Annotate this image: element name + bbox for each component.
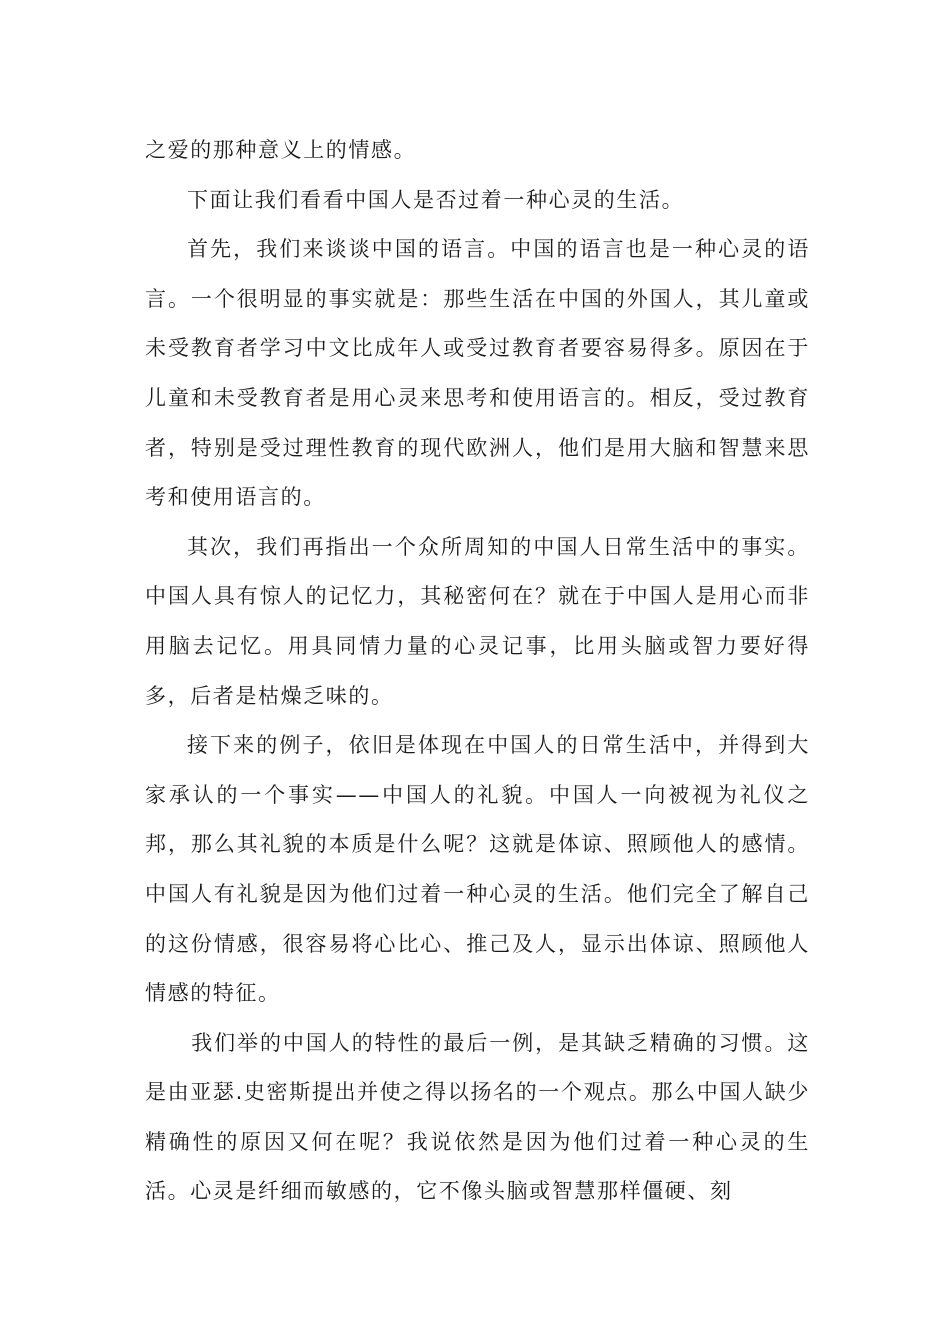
paragraph-memory: 其次，我们再指出一个众所周知的中国人日常生活中的事实。中国人具有惊人的记忆力，其秘密何在？就在于中国人是用心而非用脑去记忆。用具同情力量的心灵记事，比用头脑或智力要好得多，后者是枯燥乏味的。 bbox=[145, 534, 810, 708]
paragraph-precision: 我们举的中国人的特性的最后一例，是其缺乏精确的习惯。这是由亚瑟.史密斯提出并使之得以扬名的一个观点。那么中国人缺少精确性的原因又何在呢？我说依然是因为他们过着一种心灵的生活。心灵是纤细而敏感的，它不像头脑或智慧那样僵硬、刻 bbox=[145, 1030, 810, 1204]
paragraph-politeness: 接下来的例子，依旧是体现在中国人的日常生活中，并得到大家承认的一个事实——中国人的礼貌。中国人一向被视为礼仪之邦，那么其礼貌的本质是什么呢？这就是体谅、照顾他人的感情。中国人有礼貌是因为他们过着一种心灵的生活。他们完全了解自己的这份情感，很容易将心比心、推己及人，显示出体谅、照顾他人情感的特征。 bbox=[145, 733, 810, 1006]
body-text bbox=[145, 126, 810, 1217]
paragraph-continued: 之爱的那种意义上的情感。 bbox=[145, 138, 417, 162]
paragraph-language: 首先，我们来谈谈中国的语言。中国的语言也是一种心灵的语言。一个很明显的事实就是：那些生活在中国的外国人，其儿童或未受教育者学习中文比成年人或受过教育者要容易得多。原因在于儿童和未受教育者是用心灵来思考和使用语言的。相反，受过教育者，特别是受过理性教育的现代欧洲人，他们是用大脑和智慧来思考和使用语言的。 bbox=[145, 237, 810, 510]
paragraph-intro-question: 下面让我们看看中国人是否过着一种心灵的生活。 bbox=[187, 187, 685, 212]
